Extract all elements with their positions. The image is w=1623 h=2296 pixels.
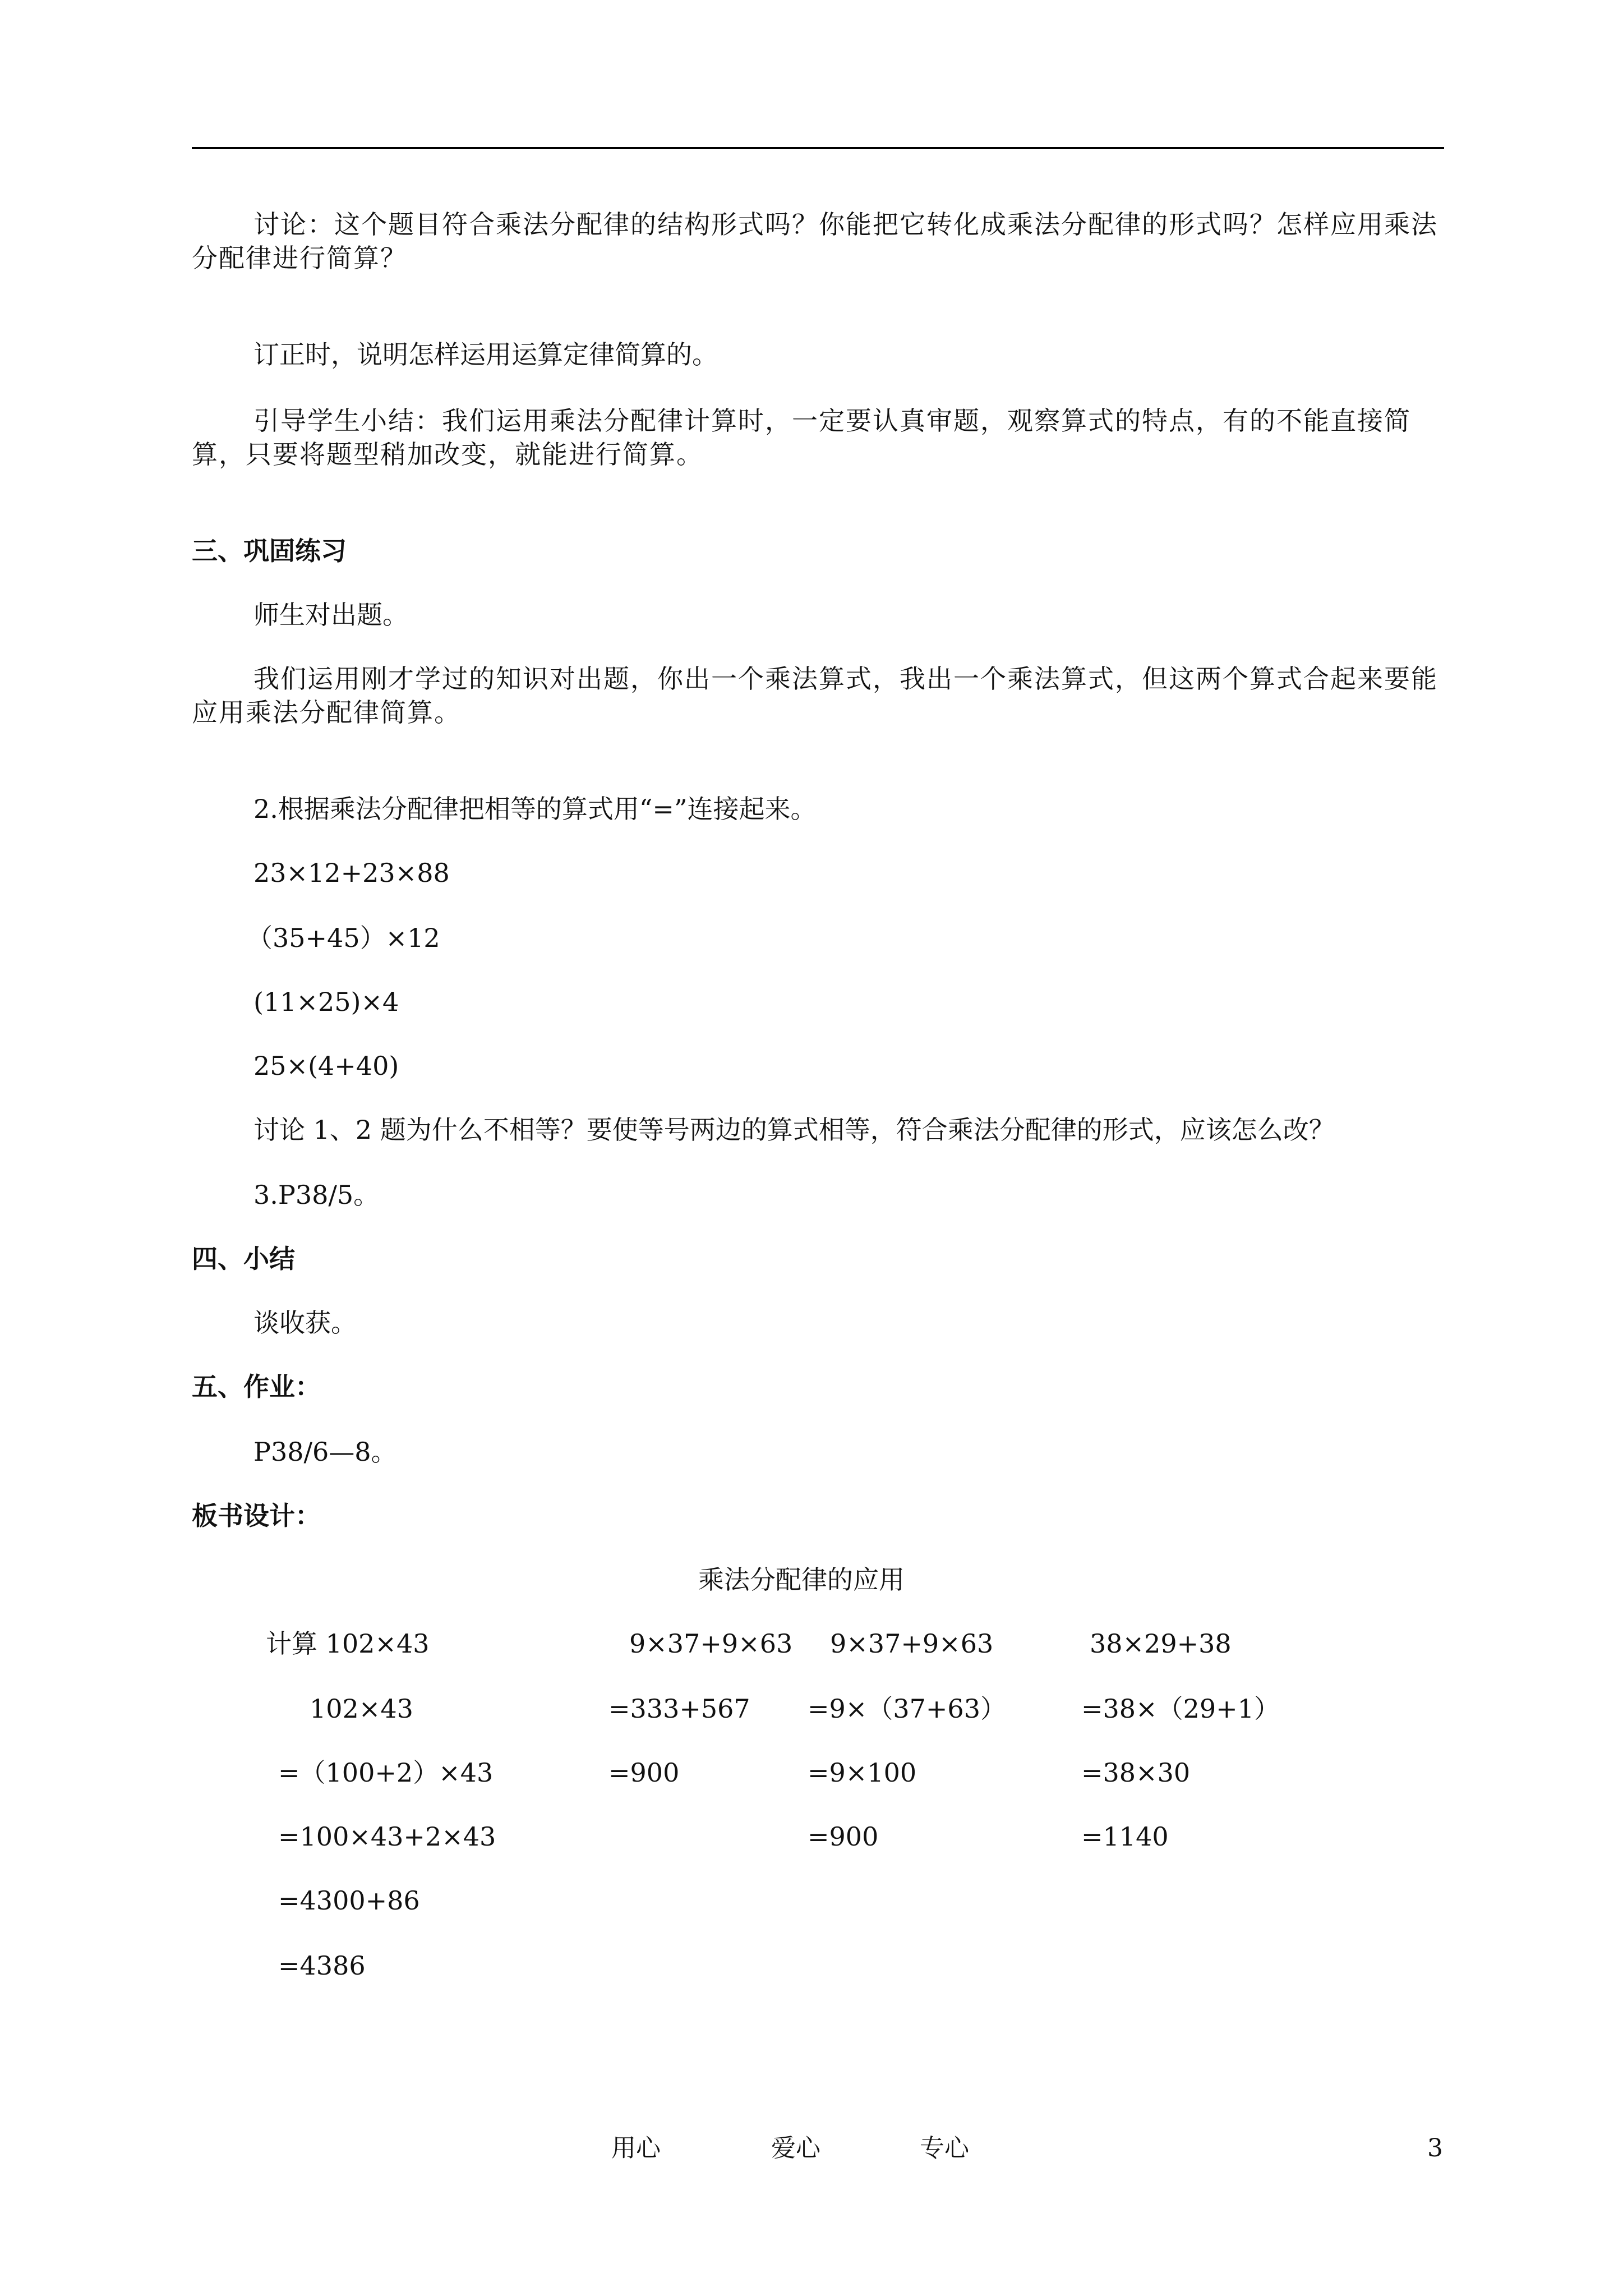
board-col4-line: =38×（29+1） xyxy=(1081,1694,1280,1724)
board-col1-line: =4300+86 xyxy=(278,1885,420,1916)
discussion-text: 讨论：这个题目符合乘法分配律的结构形式吗？你能把它转化成乘法分配律的形式吗？怎样应用乘法分配律进行简算？ xyxy=(192,209,1438,273)
s3-item3: 3.P38/5。 xyxy=(253,1180,380,1210)
board-col2-line: 9×37+9×63 xyxy=(629,1628,793,1659)
board-col1-line: 计算 102×43 xyxy=(266,1628,430,1659)
header-rule xyxy=(192,147,1444,149)
board-col4-line: =1140 xyxy=(1081,1821,1169,1852)
summary-guide-paragraph xyxy=(192,404,1444,471)
equation-1: 23×12+23×88 xyxy=(253,858,450,888)
board-col3-line: =900 xyxy=(808,1821,879,1852)
section5-heading: 五、作业： xyxy=(192,1372,321,1402)
s4-text: 谈收获。 xyxy=(253,1308,357,1338)
footer-motto-1: 用心 xyxy=(611,2134,661,2162)
discussion2-text: 讨论 1、2 题为什么不相等？要使等号两边的算式相等，符合乘法分配律的形式，应该怎么改？ xyxy=(253,1115,1335,1145)
equation-3: (11×25)×4 xyxy=(253,987,399,1017)
equation-4: 25×(4+40) xyxy=(253,1051,399,1081)
footer-motto-3: 专心 xyxy=(920,2134,969,2162)
board-col1-line: =100×43+2×43 xyxy=(278,1821,496,1852)
equation-2: （35+45）×12 xyxy=(247,923,440,953)
s5-text: P38/6—8。 xyxy=(253,1437,397,1467)
board-heading: 乘法分配律的应用 xyxy=(698,1565,905,1595)
summary-guide-text: 引导学生小结：我们运用乘法分配律计算时，一定要认真审题，观察算式的特点，有的不能直接简算，只要将题型稍加改变，就能进行简算。 xyxy=(192,406,1411,470)
s3-item2: 2.根据乘法分配律把相等的算式用“=”连接起来。 xyxy=(253,794,817,824)
board-col2-line: =333+567 xyxy=(608,1694,750,1724)
page-number: 3 xyxy=(1427,2134,1443,2162)
board-col1-line: =4386 xyxy=(278,1950,366,1981)
discussion-paragraph xyxy=(192,208,1444,275)
board-col1-line: 102×43 xyxy=(310,1694,413,1724)
board-col1-line: =（100+2）×43 xyxy=(278,1757,494,1788)
section3-heading: 三、巩固练习 xyxy=(192,536,347,566)
board-col2-line: =900 xyxy=(608,1757,680,1788)
s3-item1-desc-paragraph xyxy=(192,662,1444,729)
board-col4-line: =38×30 xyxy=(1081,1757,1191,1788)
correction-text: 订正时，说明怎样运用运算定律简算的。 xyxy=(253,339,718,370)
s3-item1-desc: 我们运用刚才学过的知识对出题，你出一个乘法算式，我出一个乘法算式，但这两个算式合起来要能应用乘法分配律简算。 xyxy=(192,664,1438,728)
s3-item1: 师生对出题。 xyxy=(253,600,408,630)
board-col3-line: =9×（37+63） xyxy=(808,1694,1006,1724)
board-design-heading: 板书设计： xyxy=(192,1501,321,1531)
board-col3-line: =9×100 xyxy=(808,1757,917,1788)
footer-motto-2: 爱心 xyxy=(771,2134,820,2162)
section4-heading: 四、小结 xyxy=(192,1244,295,1274)
board-col3-line: 9×37+9×63 xyxy=(830,1628,994,1659)
board-col4-line: 38×29+38 xyxy=(1090,1628,1232,1659)
